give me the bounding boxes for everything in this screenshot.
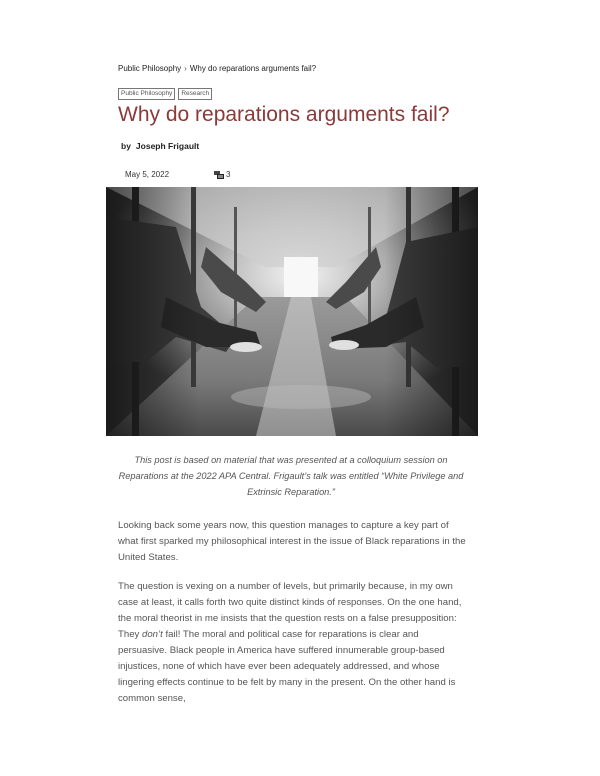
tag-public-philosophy[interactable]: Public Philosophy	[118, 88, 175, 100]
page-title: Why do reparations arguments fail?	[118, 103, 450, 126]
breadcrumb-link-public-philosophy[interactable]: Public Philosophy	[118, 64, 182, 73]
breadcrumb-separator: ›	[184, 64, 187, 73]
byline	[121, 141, 199, 151]
article-body	[118, 518, 470, 720]
paragraph-2-text-start: The question is vexing on a number of levels, but primarily because, in my own case at least, it calls forth two quite distinct kinds of responses. On the one hand, the moral theorist in me insists that the question rests on a false presupposition: They	[118, 581, 462, 640]
comment-count: 3	[226, 170, 231, 179]
category-tags	[118, 88, 212, 100]
comments-icon	[214, 171, 224, 179]
paragraph-2-text-end: fail! The moral and political case for reparations is clear and persuasive. Black people in America have suffered innumerable group-based injustices, none of which have ever been adequately addressed, and whose lingering effects continue to be felt by many in the present. On the other hand is common sense,	[118, 629, 456, 704]
body-paragraph-1: Looking back some years now, this question manages to capture a key part of what first sparked my philosophical interest in the issue of Black reparations in the United States.	[118, 520, 466, 563]
breadcrumb-current: Why do reparations arguments fail?	[189, 64, 317, 73]
comments-link[interactable]	[214, 170, 230, 179]
byline-prefix: by	[121, 141, 131, 151]
image-caption: This post is based on material that was presented at a colloquium session on Reparations at the 2022 APA Central. Frigault’s talk was entitled “White Privilege and Extrinsic Reparation.”	[118, 455, 464, 497]
breadcrumb	[118, 64, 316, 73]
hero-image	[106, 187, 478, 436]
author-link[interactable]: Joseph Frigault	[135, 141, 200, 151]
tag-research[interactable]: Research	[178, 88, 212, 100]
paragraph-2-emphasis: don’t	[142, 629, 163, 640]
post-date: May 5, 2022	[125, 170, 170, 179]
body-paragraph-2	[118, 579, 470, 707]
